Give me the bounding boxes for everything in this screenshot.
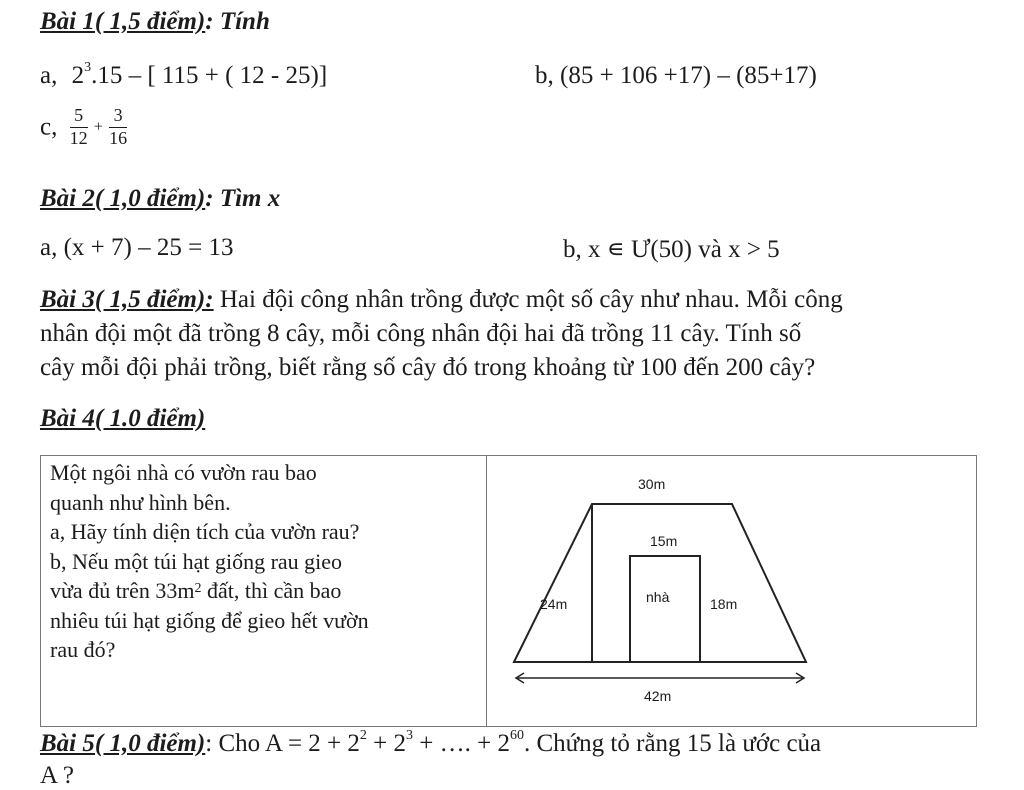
bai1-title: Tính xyxy=(219,8,270,35)
bai1-a-rest: .15 – [ 115 + ( 12 - 25)] xyxy=(91,62,328,89)
label-right-height: 18m xyxy=(710,596,738,612)
fraction-1-denominator: 12 xyxy=(69,127,88,148)
bai4-text-line-5 xyxy=(50,576,369,606)
bai1-c xyxy=(40,106,127,149)
label-house-width: 15m xyxy=(650,533,678,549)
bai5-text-2: + 2 xyxy=(366,730,406,757)
bai1-c-prefix: c, xyxy=(40,113,58,141)
bai2-b xyxy=(563,234,780,264)
bai2-label: Bài 2( 1,0 điểm) xyxy=(40,185,206,212)
bai4-text-line-3: a, Hãy tính diện tích của vườn rau? xyxy=(50,519,360,544)
garden-trapezoid xyxy=(514,504,806,662)
bai2-a-prefix: a, xyxy=(40,234,58,261)
bai1-label: Bài 1( 1,5 điểm) xyxy=(40,8,206,35)
bai4-text-block xyxy=(50,458,369,665)
bai5-exp-2: 3 xyxy=(406,728,413,743)
bai1-c-fraction-1 xyxy=(70,106,88,149)
bai2-a-expr: (x + 7) – 25 = 13 xyxy=(63,234,234,261)
bai4-text-line-1: Một ngôi nhà có vườn rau bao xyxy=(50,460,317,485)
bai4-label: Bài 4( 1.0 điểm) xyxy=(40,405,206,432)
bai5-colon: : xyxy=(205,730,213,757)
bai4-table-divider xyxy=(486,455,487,727)
bai5-exp-1: 2 xyxy=(359,728,367,743)
fraction-2-denominator: 16 xyxy=(109,127,128,148)
bai1-c-plus: + xyxy=(93,118,103,136)
bai5-line-2: A ? xyxy=(40,762,75,789)
bai5-exp-3: 60 xyxy=(509,728,524,743)
bai2-title: Tìm x xyxy=(219,185,281,212)
label-left-height: 24m xyxy=(540,596,568,612)
bai3-line-3: cây mỗi đội phải trồng, biết rằng số cây đó trong khoảng từ 100 đến 200 cây? xyxy=(40,354,816,381)
bai3-text-1: Hai đội công nhân trồng được một số cây như nhau. Mỗi công xyxy=(219,286,843,313)
bai2-colon: : xyxy=(205,185,214,212)
bai1-colon: : xyxy=(205,8,214,35)
bai5-line-1 xyxy=(40,730,821,758)
label-bottom-width: 42m xyxy=(644,688,672,704)
bai4-text-line-5-a: vừa đủ trên 33m xyxy=(50,578,195,603)
bai1-b-expr: (85 + 106 +17) – (85+17) xyxy=(560,62,817,89)
bai4-text-line-2: quanh như hình bên. xyxy=(50,489,231,515)
label-house: nhà xyxy=(646,589,670,605)
bai3-line-1 xyxy=(40,286,843,314)
bai2-b-expr: x ∊ Ư(50) và x > 5 xyxy=(588,236,780,263)
bai2-a xyxy=(40,234,233,262)
bai1-a-exponent: 3 xyxy=(84,60,92,75)
bai4-text-line-5-exp: 2 xyxy=(194,581,202,596)
bai5-text-1: Cho A = 2 + 2 xyxy=(218,730,360,757)
bai1-b-prefix: b, xyxy=(535,62,554,89)
bai5-text-4: . Chứng tỏ rằng 15 là ước của xyxy=(523,730,822,757)
bai1-a-base: 2 xyxy=(71,62,85,89)
bai1-b xyxy=(535,62,817,90)
bai1-a xyxy=(40,62,327,90)
fraction-2-numerator: 3 xyxy=(109,106,127,128)
bai1-a-prefix: a, xyxy=(40,62,58,89)
bai4-text-line-5-b: đất, thì cần bao xyxy=(201,578,342,603)
bai4-text-line-4: b, Nếu một túi hạt giống rau gieo xyxy=(50,548,343,574)
bai4-text-line-7: rau đó? xyxy=(50,637,116,662)
bai1-c-fraction-2 xyxy=(109,106,127,149)
bai4-heading xyxy=(40,405,205,433)
bai2-b-prefix: b, xyxy=(563,236,582,263)
bai2-heading xyxy=(40,185,280,213)
bai5-label: Bài 5( 1,0 điểm) xyxy=(40,730,206,757)
bai5-text-3: + …. + 2 xyxy=(413,730,510,757)
bai3-label: Bài 3( 1,5 điểm): xyxy=(40,286,214,313)
bai4-text-line-6: nhiêu túi hạt giống để gieo hết vườn xyxy=(50,607,369,633)
house-rect xyxy=(630,556,700,662)
garden-diagram xyxy=(488,456,974,724)
bai1-heading xyxy=(40,8,270,36)
fraction-1-numerator: 5 xyxy=(70,106,88,128)
label-top-width: 30m xyxy=(638,476,666,492)
bai3-line-2: nhân đội một đã trồng 8 cây, mỗi công nhân đội hai đã trồng 11 cây. Tính số xyxy=(40,320,802,347)
